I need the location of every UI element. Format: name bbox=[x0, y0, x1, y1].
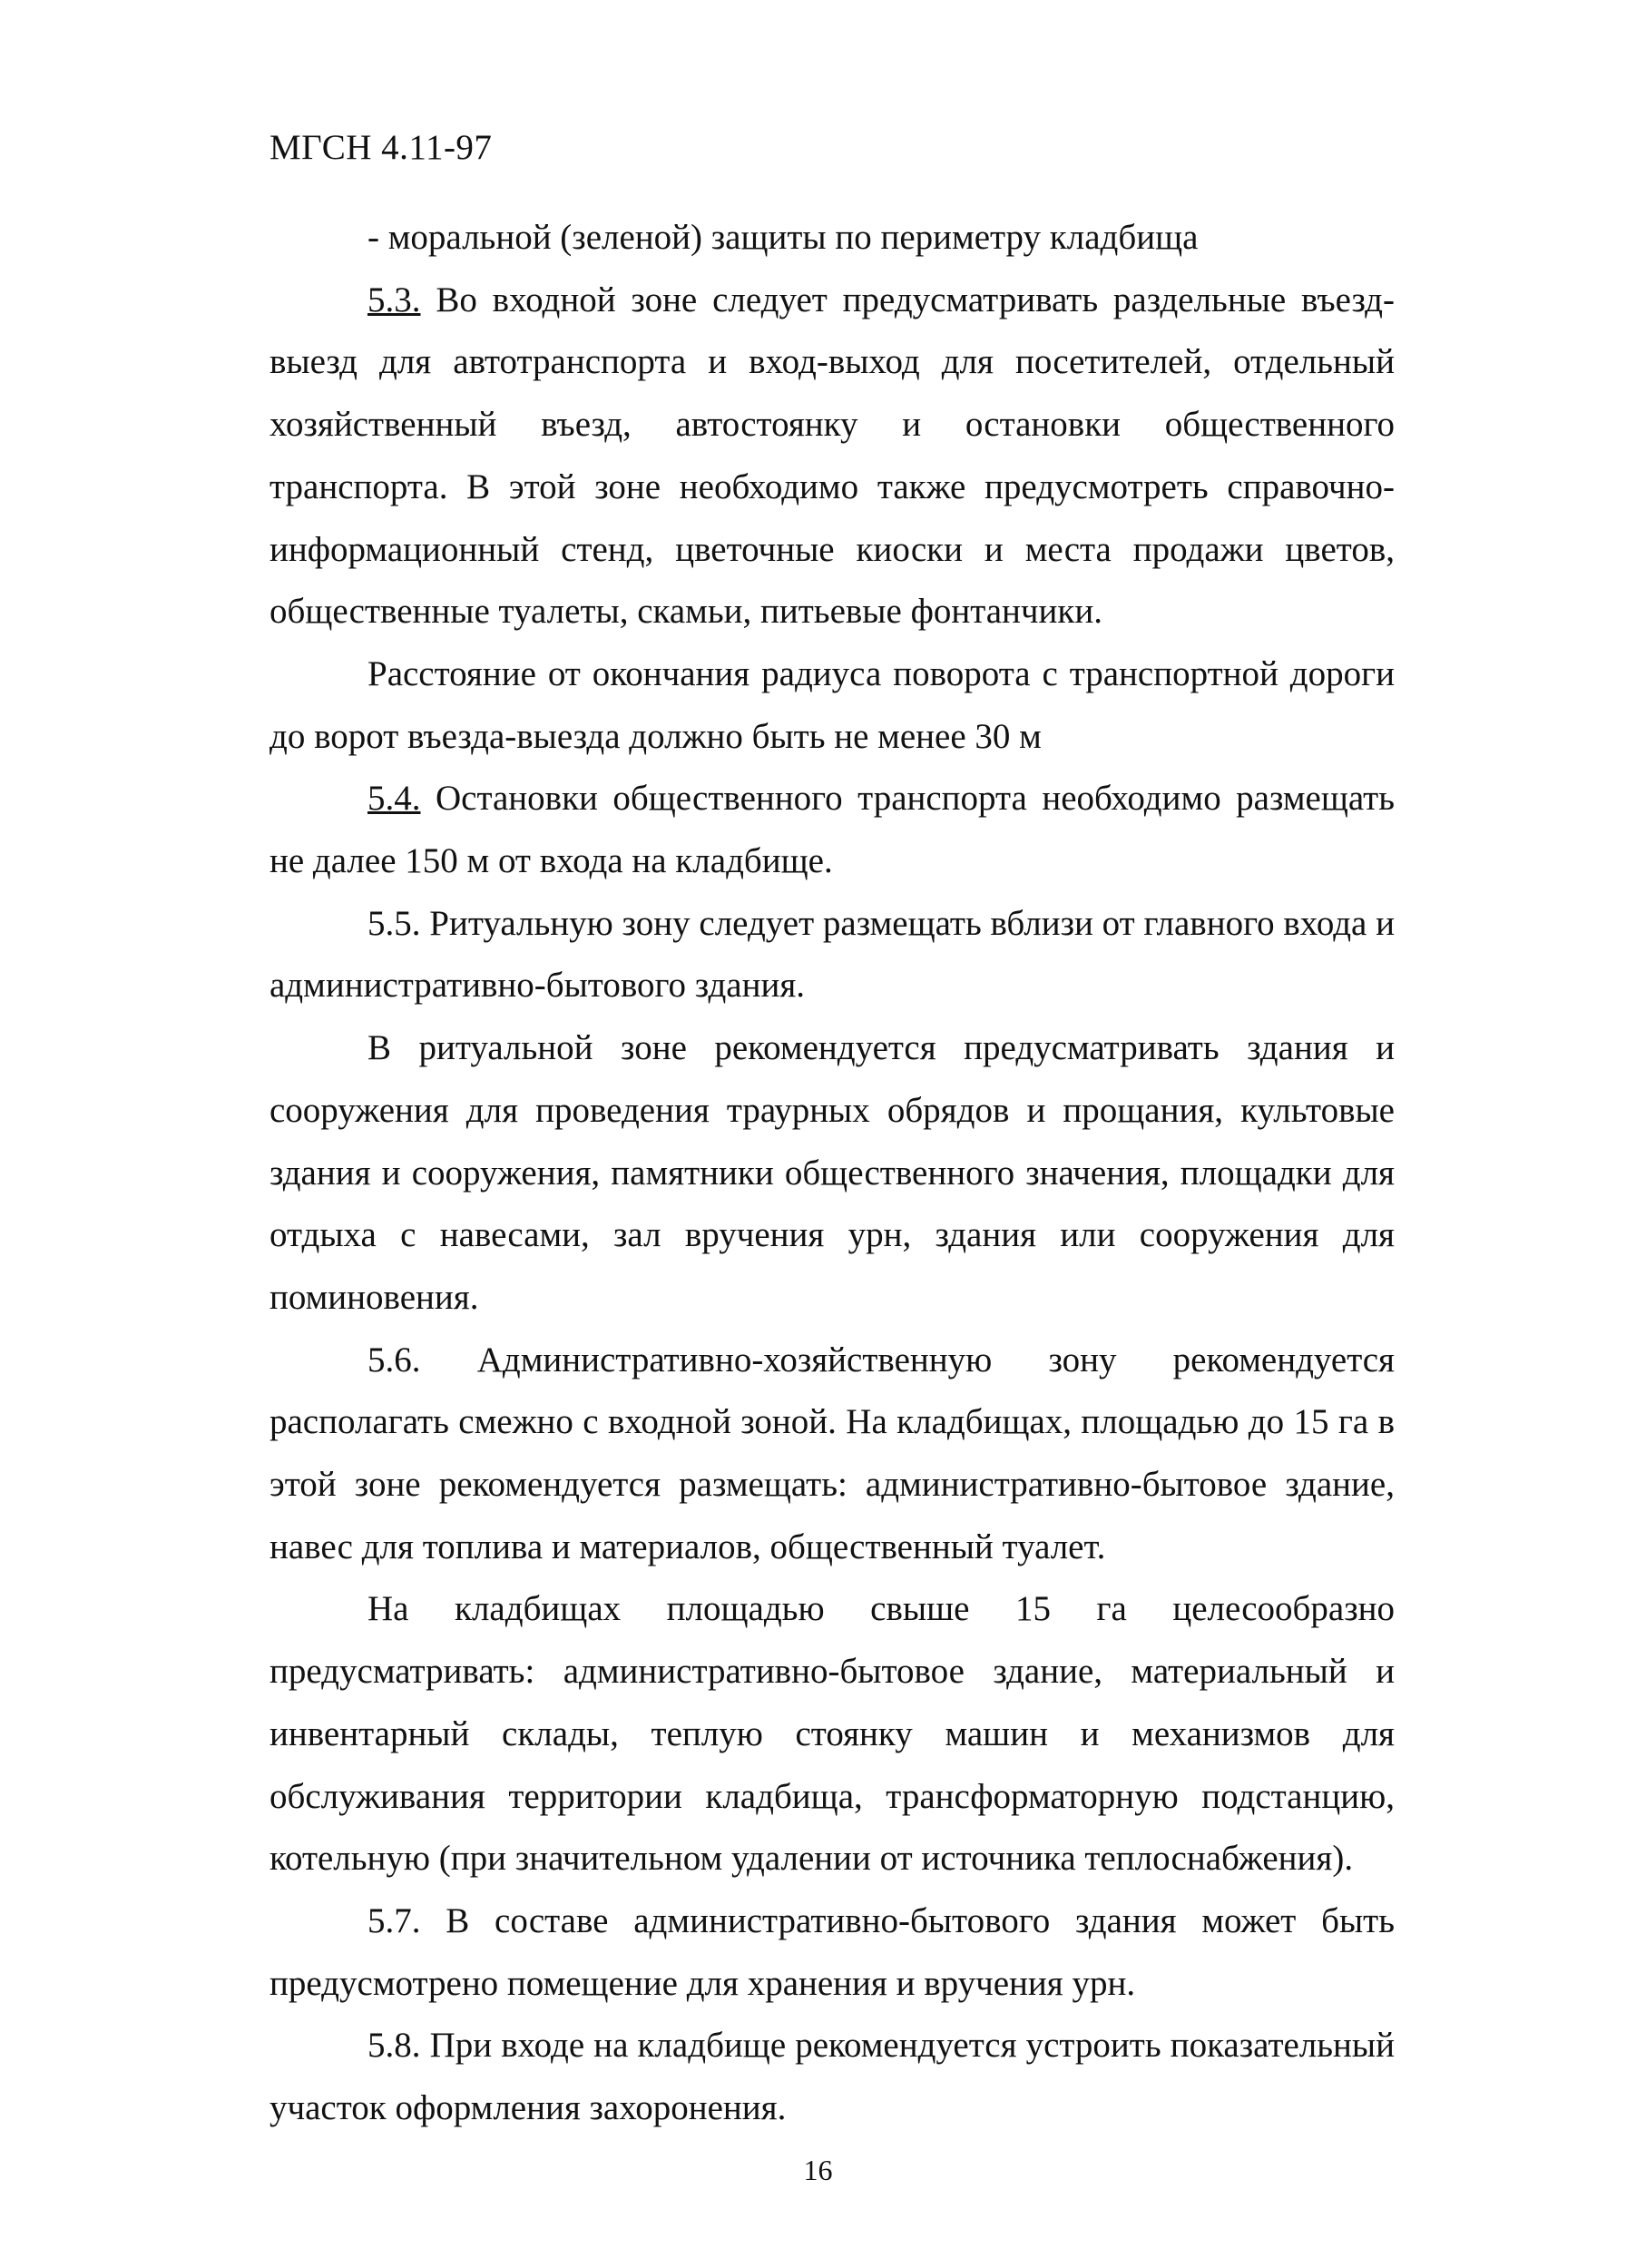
page-number: 16 bbox=[803, 2154, 833, 2186]
paragraph-5-8: 5.8. При входе на кладбище рекомендуется устроить показательный участок оформления захоронения. bbox=[269, 2026, 1395, 2128]
paragraph-distance: Расстояние от окончания радиуса поворота с транспортной дороги до ворот въезда-выезда должно быть не менее 30 м bbox=[269, 653, 1395, 756]
clause-text-5-4: Остановки общественного транспорта необходимо размещать не далее 150 м от входа на кладбище. bbox=[269, 779, 1395, 881]
paragraph-protection-line: - моральной (зеленой) защиты по периметру кладбища bbox=[367, 218, 1199, 257]
paragraph-5-6: 5.6. Административно-хозяйственную зону рекомендуется располагать смежно с входной зоной. На кладбищах, площадью до 15 га в этой зоне рекомендуется размещать: административно-бытовое здание, навес для топлива и материалов, общественный туалет. bbox=[269, 1340, 1395, 1566]
paragraph-large-cemeteries: На кладбищах площадью свыше 15 га целесообразно предусматривать: административно-бытовое здание, материальный и инвентарный склады, теплую стоянку машин и механизмов для обслуживания территории кладбища, трансформаторную подстанцию, котельную (при значительном удалении от источника теплоснабжения). bbox=[269, 1589, 1395, 1879]
paragraph-ritual-zone: В ритуальной зоне рекомендуется предусматривать здания и сооружения для проведения траурных обрядов и прощания, культовые здания и сооружения, памятники общественного значения, площадки для отдыха с навесами, зал вручения урн, здания или сооружения для поминовения. bbox=[269, 1028, 1395, 1317]
clause-number-5-4: 5.4. bbox=[367, 779, 421, 819]
paragraph-5-4 bbox=[269, 768, 1395, 892]
clause-number-5-3: 5.3. bbox=[367, 280, 421, 319]
document-code-header: МГСН 4.11-97 bbox=[269, 128, 493, 167]
paragraph-5-5: 5.5. Ритуальную зону следует размещать вблизи от главного входа и административно-бытового здания. bbox=[269, 903, 1395, 1006]
clause-text-5-3: Во входной зоне следует предусматривать раздельные въезд-выезд для автотранспорта и вход-выход для посетителей, отдельный хозяйственный въезд, автостоянку и остановки общественного транспорта. В этой зоне необходимо также предусмотреть справочно-информационный стенд, цветочные киоски и места продажи цветов, общественные туалеты, скамьи, питьевые фонтанчики. bbox=[269, 280, 1395, 632]
paragraph-5-7: 5.7. В составе административно-бытового здания может быть предусмотрено помещение для хранения и вручения урн. bbox=[269, 1900, 1395, 2003]
document-body bbox=[269, 207, 1395, 2140]
paragraph-5-3 bbox=[269, 270, 1395, 643]
